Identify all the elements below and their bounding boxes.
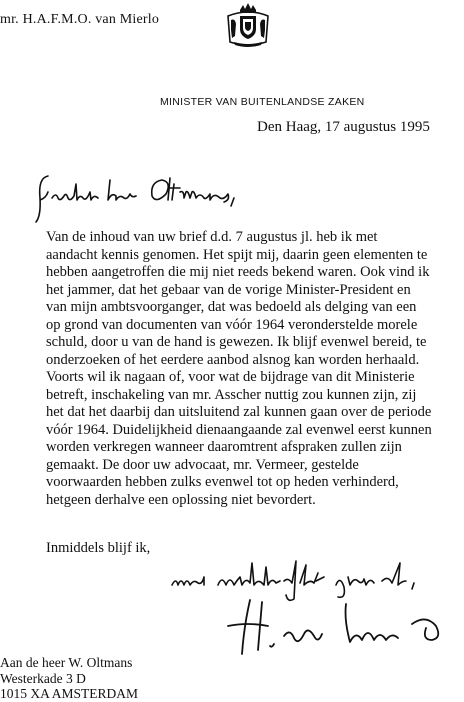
body-line: betreft, inschakeling van mr. Asscher nuttig zou kunnen zijn, zij — [46, 386, 417, 403]
recipient-address — [0, 655, 138, 702]
body-line: Voorts wil ik nagaan of, voor wat de bijdrage van dit Ministerie — [46, 369, 415, 385]
body-line: op grond van documenten van vóór 1964 veronderstelde morele — [46, 316, 418, 333]
body-line: onderzoeken of het eerdere aanbod alsnog kan worden herhaald. — [46, 351, 420, 368]
coat-of-arms-icon — [226, 2, 270, 48]
dateline: Den Haag, 17 augustus 1995 — [257, 119, 430, 135]
body-line: vóór 1964. Duidelijkheid dienaangaande zal evenwel eerst kunnen — [46, 421, 432, 438]
address-line: Westerkade 3 D — [0, 670, 86, 686]
body-line: worden verkregen wanneer daaromtrent afspraken zullen zijn — [46, 439, 402, 455]
body-line: van mijn ambtsvoorganger, dat was bedoeld als delging van een — [46, 299, 417, 315]
body-line: hetgeen derhalve een oplossing niet bevordert. — [46, 491, 316, 508]
letter-body — [46, 229, 464, 509]
handwritten-salutation — [34, 170, 254, 226]
body-line: aandacht kennis genomen. Het spijt mij, daarin geen elementen te — [46, 246, 428, 263]
sender-name: mr. H.A.F.M.O. van Mierlo — [0, 12, 160, 27]
ministry-heading: MINISTER VAN BUITENLANDSE ZAKEN — [160, 96, 365, 108]
address-line: 1015 XA AMSTERDAM — [0, 686, 139, 701]
closing-line: Inmiddels blijf ik, — [46, 540, 151, 556]
body-line: voorwaarden hebben zulks evenwel tot op heden verhinderd, — [46, 474, 399, 490]
body-line: gemaakt. De door uw advocaat, mr. Vermeer, gestelde — [46, 456, 359, 473]
handwritten-signature — [222, 596, 462, 660]
body-line: het jammer, dat het gebaar van de vorige Minister-President en — [46, 281, 411, 298]
body-line: schuld, door u van de hand is gewezen. Ik blijf evenwel bereid, te — [46, 334, 427, 350]
address-line: Aan de heer W. Oltmans — [0, 655, 133, 670]
body-line: hebben aangetroffen die mij niet reeds bekend waren. Ook vind ik — [46, 264, 430, 280]
body-line: het dat het daarbij dan uitsluitend zal kunnen gaan over de periode — [46, 404, 432, 420]
body-line: Van de inhoud van uw brief d.d. 7 augustus jl. heb ik met — [46, 229, 378, 245]
